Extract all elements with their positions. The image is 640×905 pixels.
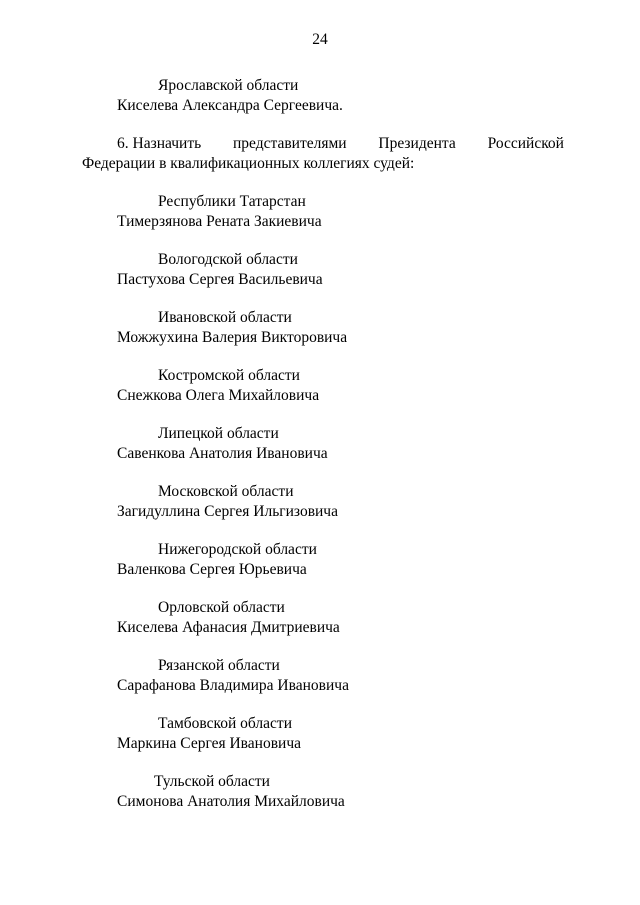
- entry-name: Загидуллина Сергея Ильгизовича: [117, 503, 338, 520]
- appointment-entry: [0, 772, 640, 812]
- appointment-entry: [0, 308, 640, 348]
- appointment-entry: [0, 540, 640, 580]
- paragraph-6-line-2: Федерации в квалификационных коллегиях судей:: [82, 155, 415, 172]
- entry-region: Рязанской области: [158, 657, 280, 674]
- entry-region: Тульской области: [154, 773, 270, 790]
- entry-region: Костромской области: [158, 367, 300, 384]
- appointment-entry: [0, 192, 640, 232]
- paragraph-6-word: представителями: [233, 135, 347, 152]
- paragraph-6-word: 6. Назначить: [117, 135, 202, 152]
- entry-region: Орловской области: [158, 599, 285, 616]
- appointment-entry: [0, 366, 640, 406]
- appointment-entry: [0, 424, 640, 464]
- appointment-entry: [0, 656, 640, 696]
- paragraph-6-word: Российской: [487, 135, 564, 152]
- entry-name: Можжухина Валерия Викторовича: [117, 329, 348, 346]
- entry-region: Липецкой области: [158, 425, 279, 442]
- entry-name: Маркина Сергея Ивановича: [117, 735, 302, 752]
- entry-name: Снежкова Олега Михайловича: [117, 387, 320, 404]
- appointment-entry: [0, 714, 640, 754]
- entry-name: Тимерзянова Рената Закиевича: [117, 213, 322, 230]
- entry-region: Ивановской области: [158, 309, 292, 326]
- entry-region: Тамбовской области: [158, 715, 292, 732]
- entry-name: Симонова Анатолия Михайловича: [117, 793, 345, 810]
- entry-name: Савенкова Анатолия Ивановича: [117, 445, 328, 462]
- entry-region: Республики Татарстан: [158, 193, 306, 210]
- intro-region: Ярославской области: [158, 77, 299, 94]
- page-number: 24: [312, 31, 328, 48]
- appointment-entry: [0, 482, 640, 522]
- appointment-entry: [0, 598, 640, 638]
- intro-name: Киселева Александра Сергеевича.: [117, 97, 343, 114]
- entry-name: Сарафанова Владимира Ивановича: [117, 677, 349, 694]
- entry-name: Пастухова Сергея Васильевича: [117, 271, 323, 288]
- paragraph-6-word: Президента: [378, 135, 456, 152]
- entry-region: Нижегородской области: [158, 541, 317, 558]
- paragraph-6-line-1: [117, 134, 564, 154]
- entry-name: Валенкова Сергея Юрьевича: [117, 561, 307, 578]
- appointment-entry: [0, 250, 640, 290]
- entry-region: Московской области: [158, 483, 294, 500]
- entry-name: Киселева Афанасия Дмитриевича: [117, 619, 340, 636]
- entry-region: Вологодской области: [158, 251, 298, 268]
